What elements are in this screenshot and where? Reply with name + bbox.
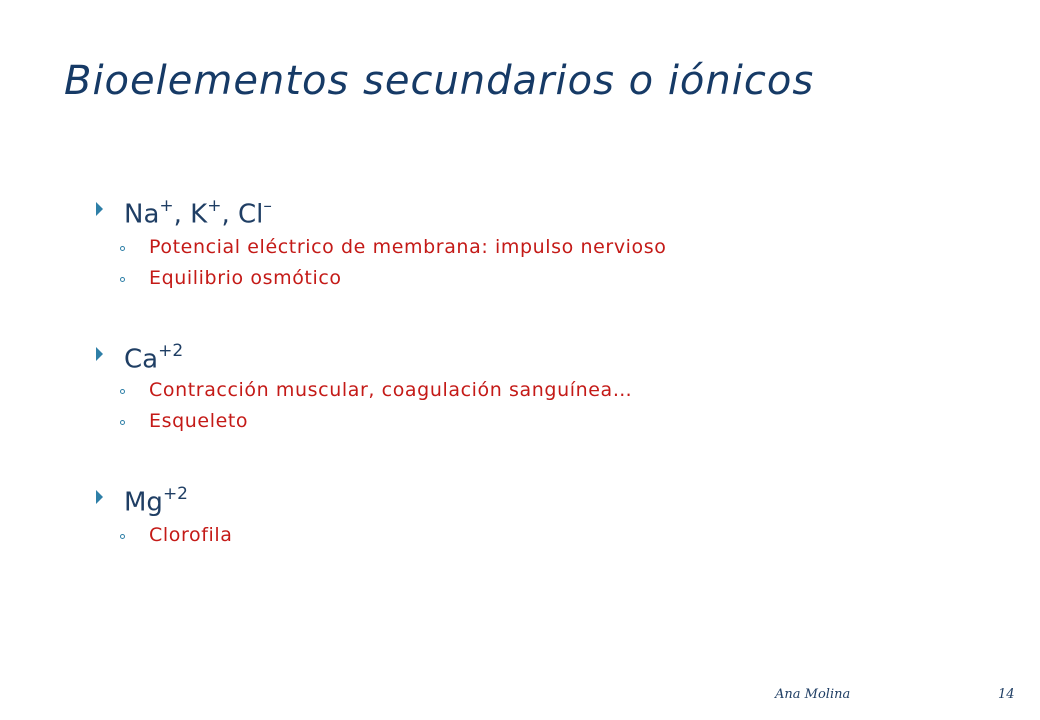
ion-symbol: , K: [173, 199, 208, 230]
sub-item-text: Contracción muscular, coagulación sanguínea…: [149, 379, 633, 401]
ion-symbol: Na: [124, 199, 160, 230]
ring-bullet-icon: [120, 246, 125, 251]
triangle-bullet-icon: [96, 202, 103, 216]
ring-bullet-icon: [120, 389, 125, 394]
triangle-bullet-icon: [96, 347, 103, 361]
ion-symbol: , Cl: [221, 199, 264, 230]
footer-author: Ana Molina: [775, 687, 851, 702]
ring-bullet-icon: [120, 277, 125, 282]
ion-symbol: Mg: [124, 487, 163, 518]
sub-item-text: Potencial eléctrico de membrana: impulso nervioso: [149, 236, 667, 258]
ion-charge: +2: [162, 484, 188, 504]
ion-charge: +: [159, 196, 174, 216]
ion-formula: [124, 190, 272, 233]
slide-title: Bioelementos secundarios o iónicos: [64, 58, 815, 104]
ion-symbol: Ca: [124, 344, 159, 375]
ion-charge: –: [263, 196, 272, 216]
triangle-bullet-icon: [96, 490, 103, 504]
ion-charge: +: [207, 196, 222, 216]
ring-bullet-icon: [120, 534, 125, 539]
sub-item-text: Equilibrio osmótico: [149, 267, 342, 289]
ion-formula: [124, 335, 183, 378]
ring-bullet-icon: [120, 420, 125, 425]
ion-charge: +2: [158, 341, 184, 361]
ion-formula: [124, 478, 188, 521]
sub-item-text: Esqueleto: [149, 410, 249, 432]
sub-item-text: Clorofila: [149, 524, 233, 546]
page-number: 14: [998, 687, 1015, 702]
